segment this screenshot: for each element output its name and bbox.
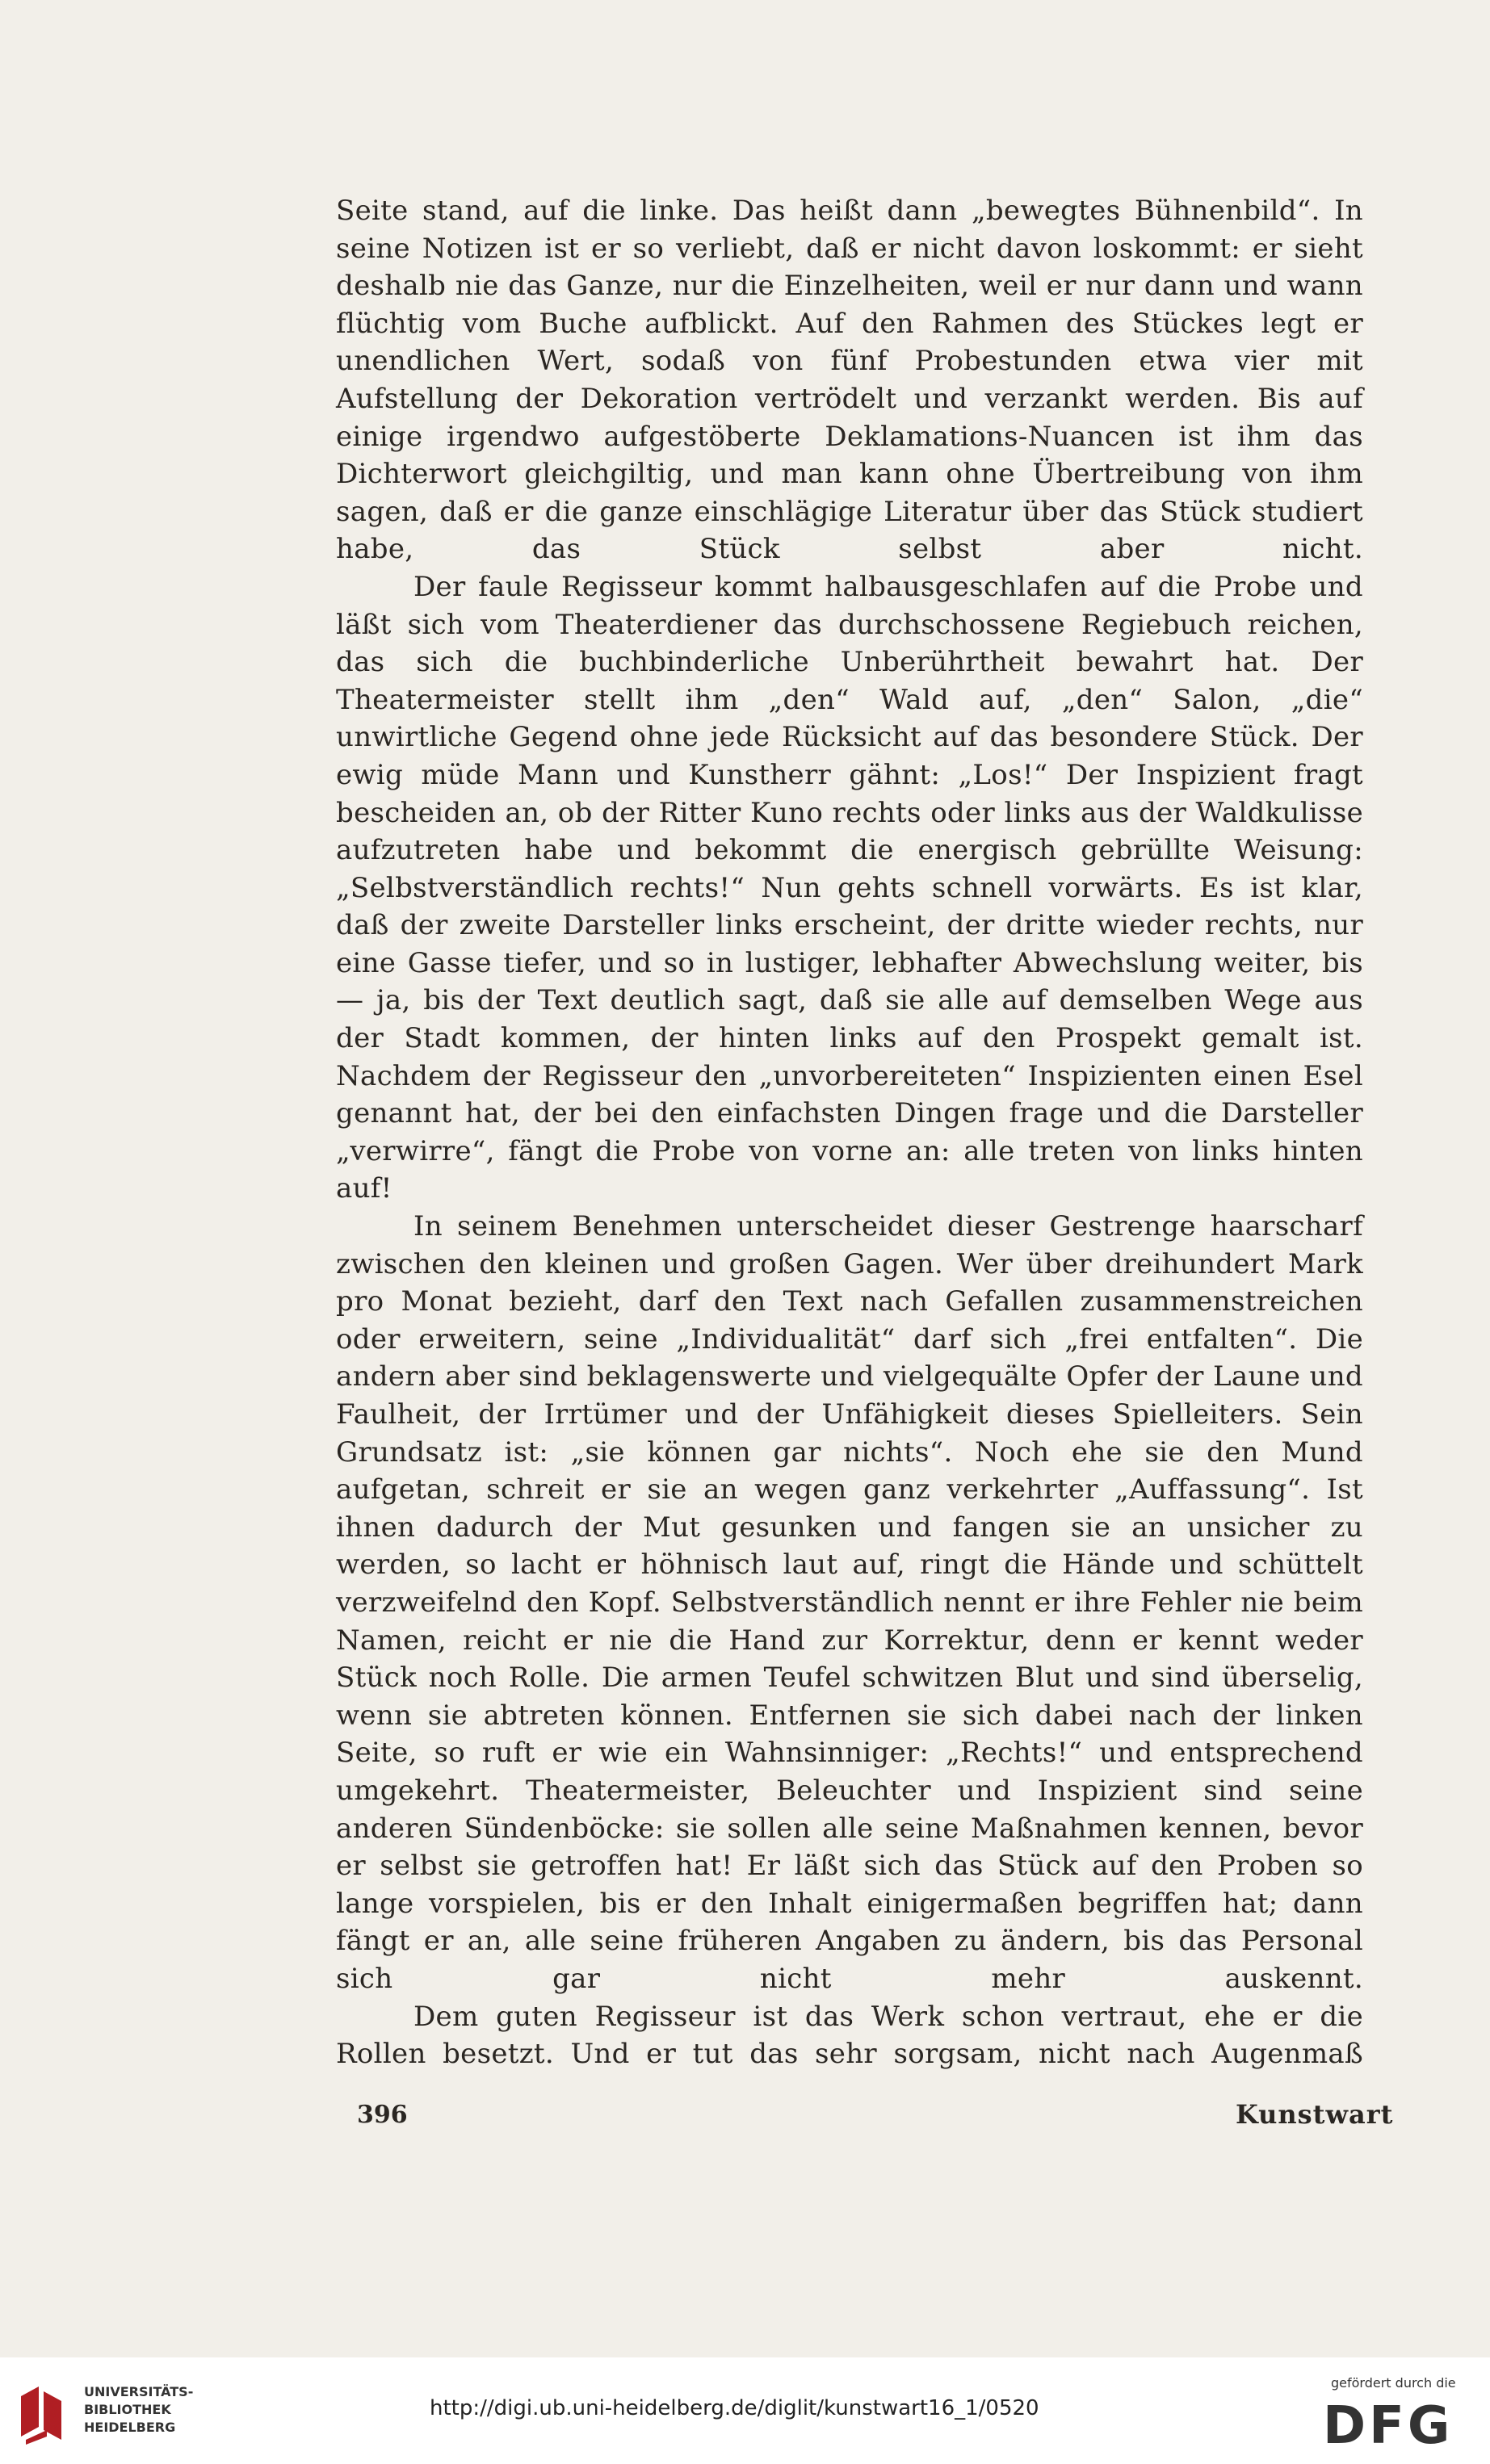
paragraph-4: Dem guten Regisseur ist das Werk schon vertraut, ehe er die Rollen besetzt. Und er tut das sehr sorgsam, nicht nach Augenmaß [336, 2000, 1363, 2071]
permalink-url[interactable]: http://digi.ub.uni-heidelberg.de/diglit/kunstwart16_1/0520 [430, 2396, 1039, 2420]
dfg-logo: DFG [1323, 2396, 1454, 2456]
university-library-logo-icon [15, 2380, 71, 2445]
journal-name: Kunstwart [1236, 2099, 1394, 2130]
paragraph-2: Der faule Regisseur kommt halbausgeschlafen auf die Probe und läßt sich vom Theaterdiener das durchschossene Regiebuch reichen, das sich die buchbinderliche Unberührtheit bewahrt hat. Der Theatermeister stellt ihm „den“ Wald auf, „den“ Salon, „die“ unwirtliche Gegend ohne jede Rücksicht auf das besondere Stück. Der ewig müde Mann und Kunstherr gähnt: „Los!“ Der Inspizient fragt bescheiden an, ob der Ritter Kuno rechts oder links aus der Waldkulisse aufzutreten habe und bekommt die energisch gebrüllte Weisung: „Selbstverständlich rechts!“ Nun gehts schnell vorwärts. Es ist klar, daß der zweite Darsteller links erscheint, der dritte wieder rechts, nur eine Gasse tiefer, und so in lustiger, lebhafter Abwechslung weiter, bis — ja, bis der Text deutlich sagt, daß sie alle auf demselben Wege aus der Stadt kommen, der hinten links auf den Prospekt gemalt ist. Nachdem der Regisseur den „unvorbereiteten“ Inspizienten einen Esel genannt hat, der bei den einfachsten Dingen frage und die Darsteller „verwirre“, fängt die Probe von vorne an: alle treten von links hinten auf! [336, 570, 1363, 1205]
paragraph-1: Seite stand, auf die linke. Das heißt dann „bewegtes Bühnenbild“. In seine Notizen ist er so verliebt, daß er nicht davon loskommt: er sieht deshalb nie das Ganze, nur die Einzelheiten, weil er nur dann und wann flüchtig vom Buche aufblickt. Auf den Rahmen des Stückes legt er unendlichen Wert, sodaß von fünf Probestunden etwa vier mit Aufstellung der Dekoration vertrödelt und verzankt werden. Bis auf einige irgendwo aufgestöberte Deklamations-Nuancen ist ihm das Dichterwort gleichgiltig, und man kann ohne Übertreibung von ihm sagen, daß er die ganze einschlägige Literatur über das Stück studiert habe, das Stück selbst aber nicht. [336, 195, 1363, 566]
paragraph-3: In seinem Benehmen unterscheidet dieser Gestrenge haarscharf zwischen den kleinen und großen Gagen. Wer über dreihundert Mark pro Monat bezieht, darf den Text nach Gefallen zusammenstreichen oder erweitern, seine „Individualität“ darf sich „frei entfalten“. Die andern aber sind beklagenswerte und vielgequälte Opfer der Laune und Faulheit, der Irrtümer und der Unfähigkeit dieses Spielleiters. Sein Grundsatz ist: „sie können gar nichts“. Noch ehe sie den Mund aufgetan, schreit er sie an wegen ganz verkehrter „Auffassung“. Ist ihnen dadurch der Mut gesunken und fangen sie an unsicher zu werden, so lacht er höhnisch laut auf, ringt die Hände und schüttelt verzweifelnd den Kopf. Selbstverständlich nennt er ihre Fehler nie beim Namen, reicht er nie die Hand zur Korrektur, denn er kennt weder Stück noch Rolle. Die armen Teufel schwitzen Blut und sind überselig, wenn sie abtreten können. Entfernen sie sich dabei nach der linken Seite, so ruft er wie ein Wahnsinniger: „Rechts!“ und entsprechend umgekehrt. Theatermeister, Beleuchter und Inspizient sind seine anderen Sündenböcke: sie sollen alle seine Maßnahmen kennen, bevor er selbst sie getroffen hat! Er läßt sich das Stück auf den Proben so lange vorspielen, bis er den Inhalt einigermaßen begriffen hat; dann fängt er an, alle seine früheren Angaben zu ändern, bis das Personal sich gar nicht mehr auskennt. [336, 1210, 1363, 1995]
funding-note: gefördert durch die [1331, 2375, 1456, 2391]
page-number: 396 [357, 2101, 408, 2129]
body-text [336, 192, 1363, 2073]
university-library-name: UNIVERSITÄTS- BIBLIOTHEK HEIDELBERG [84, 2384, 194, 2435]
